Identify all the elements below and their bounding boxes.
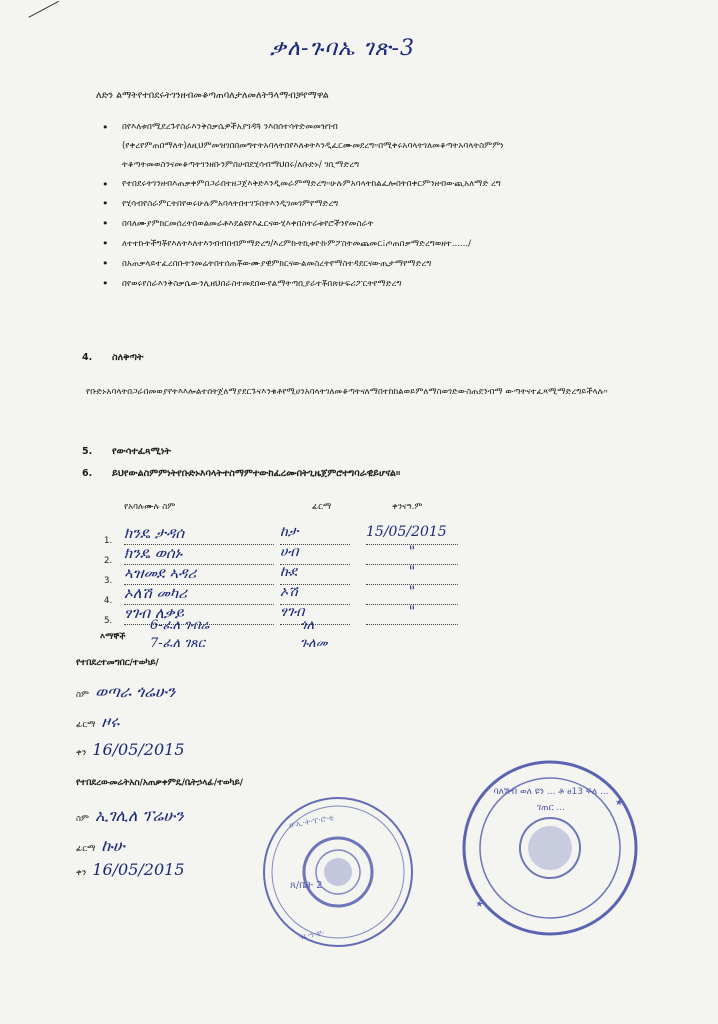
row-number: 2.	[104, 556, 113, 566]
receiver-name-field	[76, 682, 175, 702]
section-number: 4.	[82, 352, 93, 363]
member-name: ክንዴ ወሰኑ	[124, 544, 274, 565]
stamp-left-text: ጸ/ቤት 2	[290, 880, 323, 891]
signature-label: ፊርማ	[76, 720, 96, 730]
date-label: ቀን	[76, 868, 87, 878]
member-name: ኣዝመደ ኣዳሪ	[124, 564, 274, 585]
receiver-heading: የተበደረተመግበር/ተወካይ/	[76, 658, 159, 668]
list-item: • በአጠቃላይተፈረበቡትንመሬትበተሰጠቾውሙያዊምክርናውልመስረትየማስተዳደርናውጢታማየማድረግ	[102, 254, 662, 274]
receiver-signature-value: ዞሩ	[101, 712, 120, 731]
officer-signature-value: ኩሁ	[101, 836, 125, 855]
receiver-date-field	[76, 740, 185, 759]
witness-6-signature: ጎለ	[300, 618, 315, 633]
header-signature: ፊርማ	[312, 502, 332, 512]
section-label: የውሳተፈጻሚነት	[112, 446, 171, 457]
section-label: ይህየውልስምምነትየቡድኑእባላትተስማምተውከፈረሙበትጊዜጀምሮተግባራዊይሆናል።	[112, 468, 401, 479]
witness-7-name: 7-ፈለ ገጸር	[150, 636, 205, 651]
svg-text:ዐ·ኢ·ት·ፕ·ሮ·ቲ: ዐ·ኢ·ት·ፕ·ሮ·ቲ	[288, 812, 335, 830]
list-item: • የሂሳብየስራምርትበየወሩሁሉምአባላትበተገኙበትእንዲገመገምየማድረግ	[102, 194, 662, 214]
section-4-heading	[82, 352, 143, 363]
member-signature: ኦሽ	[280, 584, 350, 605]
member-signature: ከታ	[280, 524, 350, 545]
official-stamp-left	[258, 792, 418, 952]
section-label: ስለቅጣት	[112, 352, 144, 363]
member-date: "	[366, 564, 458, 585]
header-date: ቀንናዓ.ም	[392, 502, 423, 512]
member-signature: ሀብ	[280, 544, 350, 565]
section-6-heading	[82, 468, 400, 479]
row-number: 1.	[104, 536, 113, 546]
member-signature: ፃገብ	[280, 604, 350, 625]
witness-6-name: 6-ፈለ ገብሬ	[150, 618, 210, 633]
penalty-paragraph: የቡድኑአባላትበጋራበመወያየትእእሎልተሰትጀለማያደርጉናእንቁቶየሚሀንአባላትገለመቆጣትናለማበተከከልወይምለማስወገድውስጠደንብማ ውጣትናተፈጻሚማድረግይችላሉ።	[86, 387, 608, 397]
section-5-heading	[82, 446, 171, 457]
officer-heading: የተበደረውመሬትአስ/አጠቃቀምዴ/ቤትኃላፊ/ተወካይ/	[76, 778, 243, 788]
row-number: 3.	[104, 576, 113, 586]
obligations-list	[102, 118, 662, 294]
witness-7-signature: ጉለመ	[300, 636, 328, 651]
member-name: ኦለሽ መካሪ	[124, 584, 274, 605]
member-date: "	[366, 544, 458, 565]
section-number: 6.	[82, 468, 93, 479]
list-item: • የተበደሩትገንዘብእጠቃቀምበጋራበተዘጋጀእቅድእንዲመራምማድረግ።ሁሉምአባላትከልፈሎበትበቀርምንዘብውጪአለማድ ረግ	[102, 175, 662, 194]
officer-name-value: ኢገሊለ ፕሬሁን	[95, 806, 184, 825]
list-item: • በየወሩየስራእንቅስቃሴውንሊዘህበራስተመደበውየልማትጣቢያራተቾበጽሁፍሪፖርትየማድረግ	[102, 274, 662, 294]
officer-signature-field	[76, 836, 125, 856]
page-title: ቃለ-ጉባኤ ገጽ-3	[270, 36, 415, 61]
witnesses-label: እማኞች	[100, 632, 126, 642]
corner-pen-mark	[28, 1, 65, 30]
receiver-signature-field	[76, 712, 119, 732]
stamp-right-text: ባለሽብ ወለ ዩን ... ቶ ፀ13 ፍለ ... ገጠር ...	[493, 787, 609, 813]
member-date: "	[366, 584, 458, 605]
receiver-name-value: ወጣራ ጎሬሁን	[95, 682, 176, 701]
member-name: ክንዴ ታዳሰ	[124, 524, 274, 545]
intro-text: ለድን ልማትየተበደሩትገንዘብመቆጣጠባለታለመለትዓላማብቻየማዋል	[96, 90, 329, 101]
svg-text:·ቤ·ን·ቸ·: ·ቤ·ን·ቸ·	[297, 928, 326, 942]
name-label: ስም	[76, 690, 90, 700]
row-number: 4.	[104, 596, 113, 606]
date-label: ቀን	[76, 748, 87, 758]
member-date: "	[366, 604, 458, 625]
row-number: 5.	[104, 616, 113, 626]
svg-text:★: ★	[614, 797, 624, 809]
list-item: • በየእለቱበሚደረጉየስራእንቅስቃሴዎችአያገዳጓ ንእበሰተሳትድመመዝገብ (የቀረየምጠበማለት)ለዚህምመዝገበበመግተትአባላትበየእለቱትእንዲፈርሙመደረግ።በሚቀሩአባላትገለመቆጣትአባላትስምምነ ትቆጣትመወስንናመቆጣትገንዘቡንምበሀብደሂሳብማህበሩ/ለሱድኑ/ ገቢማድረግ	[102, 118, 662, 175]
officer-date-value: 16/05/2015	[92, 860, 185, 879]
member-name: ፃገብ ለቃይ	[124, 604, 274, 625]
list-item: • ለተተኩትችግቾየእለትእለተእንብብበብምማድረግ/እረምኩትኪቱዮኩምፖስትመጨመር፤ጦጠበቃማድረግወዘተ....../	[102, 234, 662, 254]
name-label: ስም	[76, 814, 90, 824]
svg-text:★: ★	[474, 899, 485, 911]
list-item: • በባለሙያምክርመሰረትበወልመራቶእደልዩየእፈርናውሂእቀበስትራቱየሮችንየመስራት	[102, 214, 662, 234]
section-number: 5.	[82, 446, 93, 457]
officer-date-field	[76, 860, 185, 879]
header-name: የአባሉሙሉ ስም	[124, 502, 176, 512]
receiver-date-value: 16/05/2015	[92, 740, 185, 759]
officer-name-field	[76, 806, 184, 826]
member-signature: ኩደ	[280, 564, 350, 585]
signature-label: ፊርማ	[76, 844, 96, 854]
member-date: 15/05/2015	[366, 524, 458, 545]
